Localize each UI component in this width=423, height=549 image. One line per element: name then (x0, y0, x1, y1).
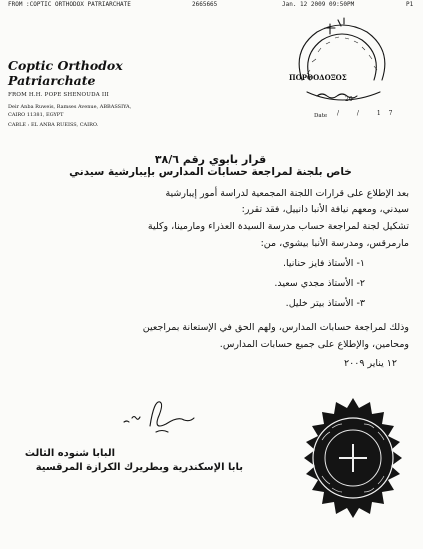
fax-from: FROM :COPTIC ORTHODOX PATRIARCHATE (8, 1, 131, 8)
closing-line-2: ومحامين، والإطلاع على جميع حسابات المدارس. (219, 339, 409, 350)
date-label: Date (314, 113, 328, 119)
address-line-2: CAIRO 11381, EGYPT (8, 112, 64, 118)
seal-date-top: 20 (345, 96, 353, 103)
signature-scribble (120, 396, 200, 436)
decree-subtitle: خاص بلجنة لمراجعة حسابات المدارس بإيبارشية سيدني (69, 166, 352, 178)
member-item: ١- الأستاذ فايز حنانيا. (283, 258, 365, 269)
seal-text: ΠΟΡΘΟΔΟΞΟΣ (289, 73, 347, 82)
fax-date: Jan. 12 2009 09:50PM (282, 1, 355, 8)
signature-title: بابا الإسكندرية وبطريرك الكرازة المرقسية (35, 462, 243, 473)
member-item: ٣- الأستاذ بيتر خليل. (285, 298, 365, 309)
address (8, 103, 208, 119)
org-name: Coptic Orthodox Patriarchate (8, 58, 123, 88)
patriarchate-seal-logo (282, 10, 402, 110)
address-line-1: Deir Anba Ruweis, Ramses Avenue, ABBASSIYA, (8, 104, 132, 110)
fax-number: 2665665 (192, 1, 218, 8)
letterhead (8, 58, 208, 128)
closing-line-1: وذلك لمراجعة حسابات المدارس، ولهم الحق في الإستعانة بمراجعين (142, 322, 409, 333)
from-line: FROM H.H. POPE SHENOUDA III (8, 92, 109, 98)
decision-line-2: مارمرقس، ومدرسة الأنبا بيشوي، من: (260, 238, 409, 249)
decree-date: ١٢ يناير ٢٠٠٩ (344, 358, 397, 369)
fax-page: P1 (406, 1, 414, 8)
date-value: / / 17 (337, 110, 401, 117)
cable-line: CABLE : EL ANBA RUEISS, CAIRO. (8, 122, 99, 128)
member-item: ٢- الأستاذ مجدي سعيد. (274, 278, 365, 289)
signature-name: البابا شنوده الثالث (24, 448, 115, 459)
intro-line-2: سيدني، ومعهم نيافة الأنبا دانييل، فقد تقرر: (241, 204, 409, 215)
official-stamp (292, 396, 414, 520)
decree-title: قرار بابوي رقم ٣٨/٦ (154, 153, 267, 166)
intro-line-1: بعد الإطلاع على قرارات اللجنة المجمعية لدراسة أمور إيبارشية (165, 188, 409, 199)
decision-line-1: تشكيل لجنة لمراجعة حساب مدرسة السيدة العذراء ومارمينا، وكلية (147, 221, 409, 232)
